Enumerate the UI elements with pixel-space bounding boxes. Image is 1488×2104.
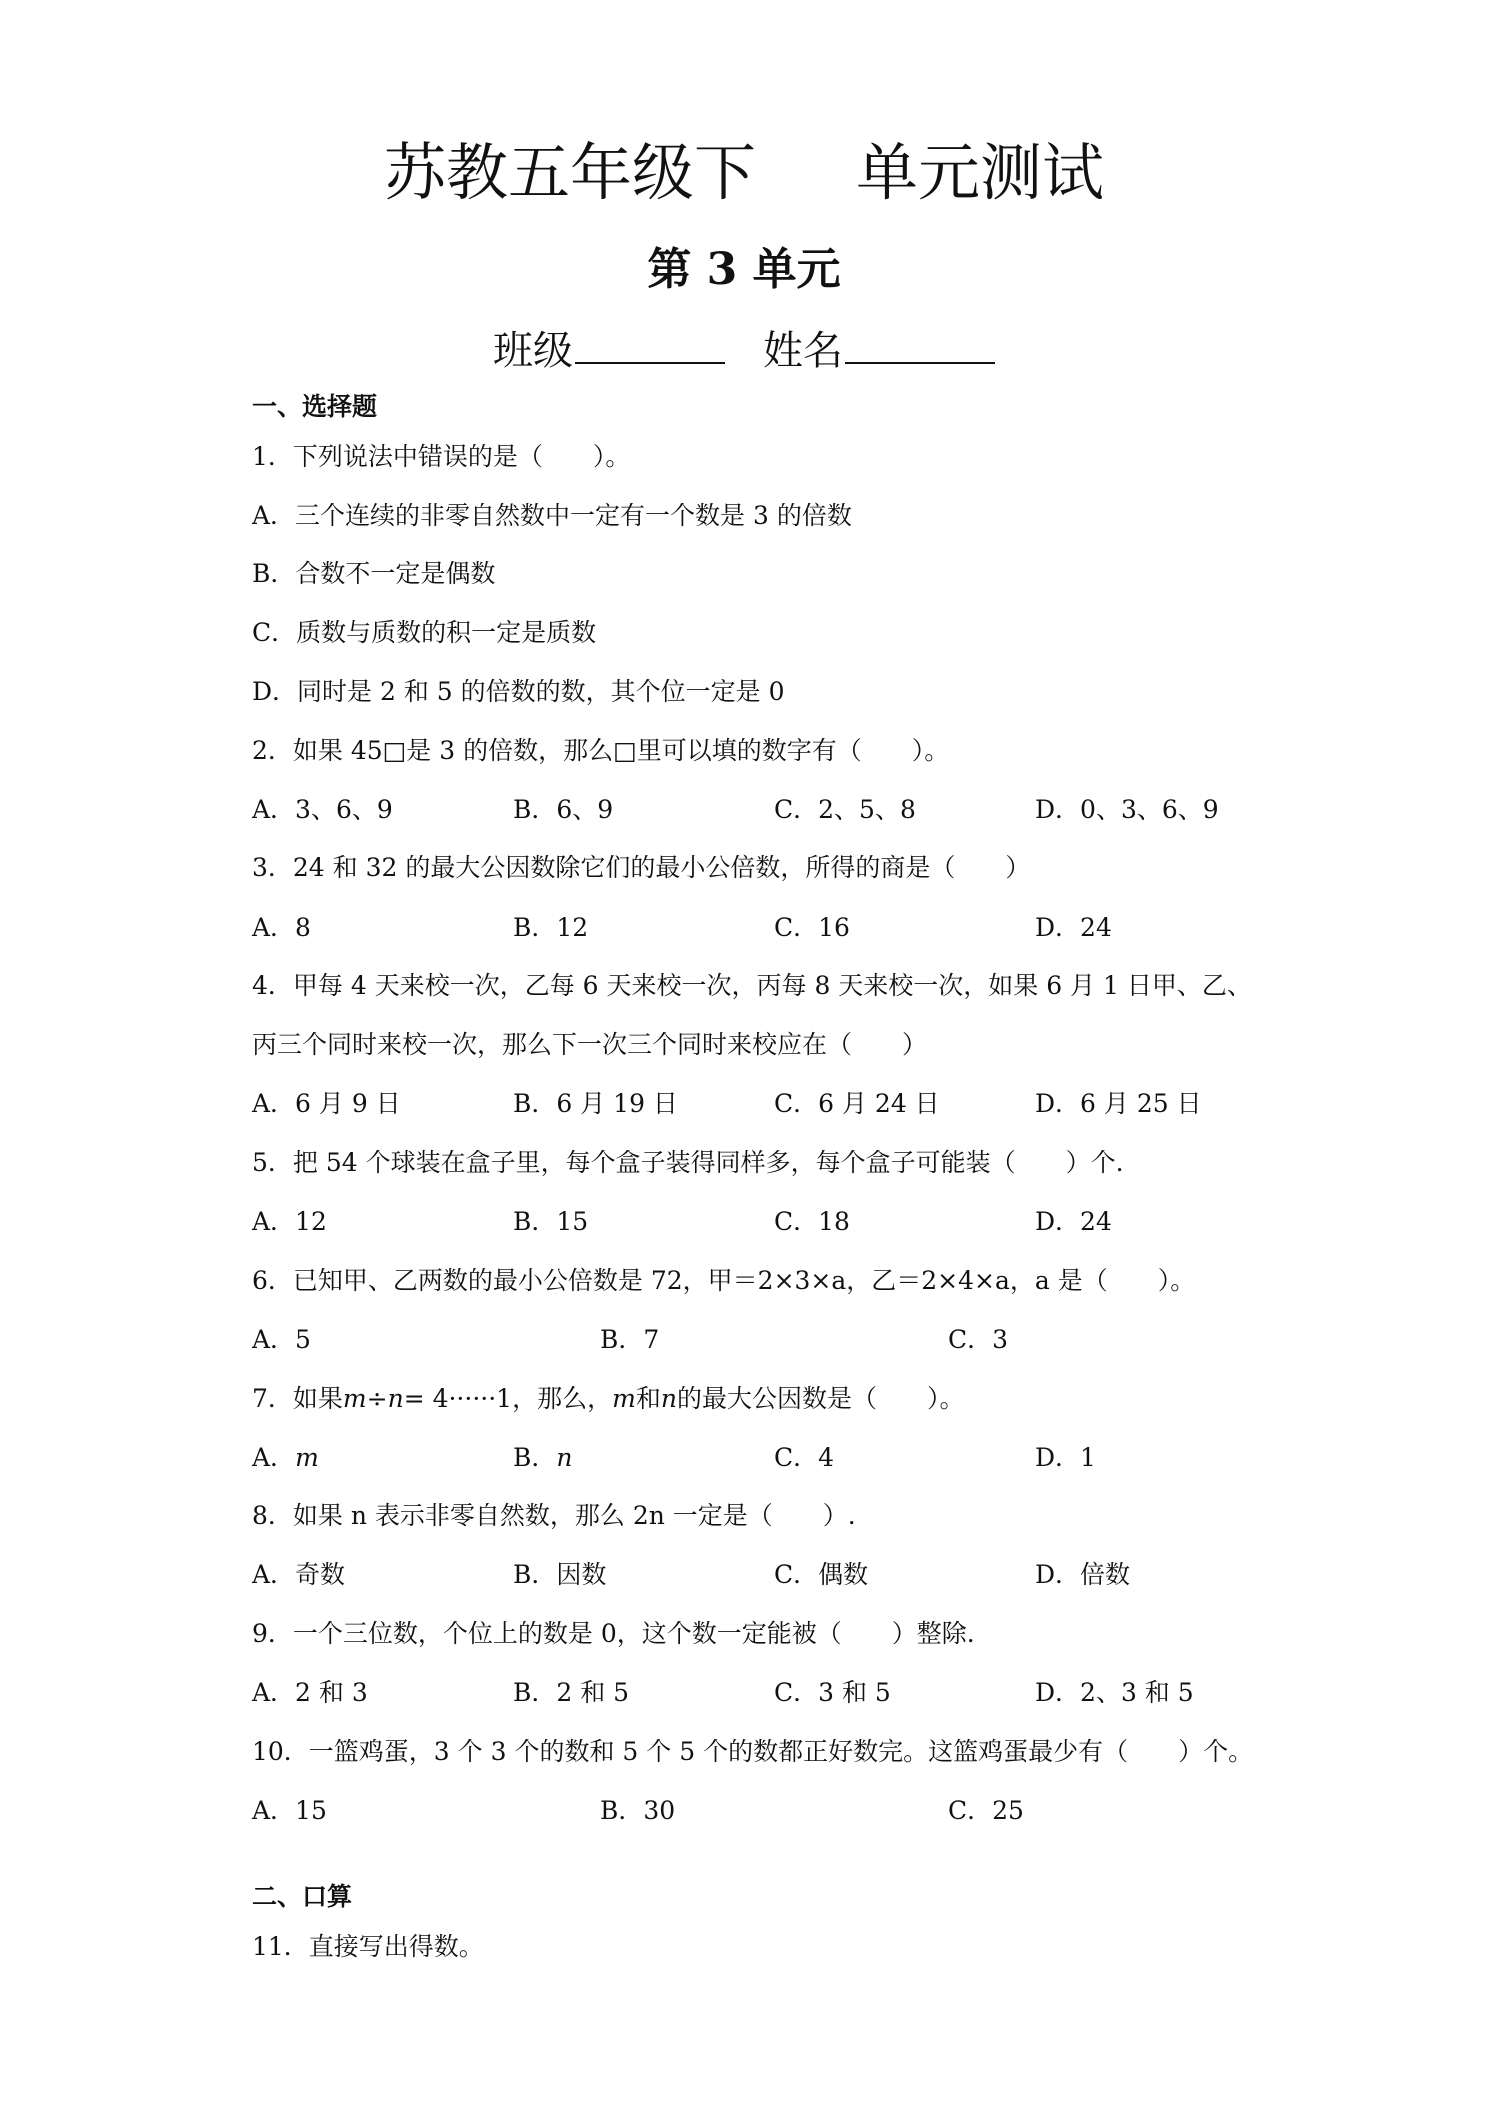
- section-heading-choice: 一、选择题: [252, 392, 378, 421]
- q1-option-d: D．同时是 2 和 5 的倍数的数，其个位一定是 0: [252, 677, 785, 706]
- q3-option-d: D．24: [1035, 913, 1112, 942]
- title-right: 单元测试: [856, 136, 1105, 209]
- q7-option-b: [513, 1441, 572, 1475]
- unit-subtitle: 第 3 单元: [647, 244, 841, 295]
- q7-text-d: 的最大公因数是（ ）。: [676, 1384, 965, 1413]
- q4-option-c: C．6 月 24 日: [774, 1089, 940, 1118]
- page-title: [0, 133, 1488, 213]
- title-left: 苏教五年级下: [383, 136, 756, 209]
- q10-option-a: A．15: [252, 1796, 327, 1825]
- q5-option-a: A．12: [252, 1207, 327, 1236]
- q8-option-d: D．倍数: [1035, 1560, 1131, 1589]
- q7-option-a-prefix: A．: [252, 1443, 296, 1472]
- q2-option-b: B．6、9: [513, 795, 614, 824]
- q6-option-b: B．7: [600, 1325, 660, 1354]
- question-3: 3．24 和 32 的最大公因数除它们的最小公倍数，所得的商是（ ）: [252, 853, 1031, 882]
- question-4-line-1: 4．甲每 4 天来校一次，乙每 6 天来校一次，丙每 8 天来校一次，如果 6 月 1 日甲、乙、: [252, 971, 1252, 1000]
- q4-option-d: D．6 月 25 日: [1035, 1089, 1202, 1118]
- question-4-line-2: 丙三个同时来校一次，那么下一次三个同时来校应在（ ）: [252, 1030, 928, 1059]
- question-7: [252, 1382, 964, 1416]
- q7-expr-div: ÷: [366, 1384, 388, 1413]
- q1-option-a: A．三个连续的非零自然数中一定有一个数是 3 的倍数: [252, 501, 852, 530]
- student-info-row: [0, 322, 1488, 379]
- q2-option-a: A．3、6、9: [252, 795, 393, 824]
- question-8: 8．如果 n 表示非零自然数，那么 2n 一定是（ ）.: [252, 1501, 856, 1530]
- q7-option-b-value: n: [556, 1443, 573, 1472]
- q7-text-b: ，那么，: [512, 1384, 613, 1413]
- q7-var-n: n: [660, 1384, 677, 1413]
- q2-option-c: C．2、5、8: [774, 795, 916, 824]
- q9-option-c: C．3 和 5: [774, 1678, 891, 1707]
- q10-option-c: C．25: [948, 1796, 1024, 1825]
- question-6: 6．已知甲、乙两数的最小公倍数是 72，甲＝2×3×a，乙＝2×4×a，a 是（ ）。: [252, 1266, 1196, 1295]
- q1-option-c: C．质数与质数的积一定是质数: [252, 618, 597, 647]
- question-1: 1．下列说法中错误的是（ ）。: [252, 442, 631, 471]
- q3-option-c: C．16: [774, 913, 850, 942]
- q7-var-m: m: [612, 1384, 636, 1413]
- q7-text-a: 7．如果: [252, 1384, 343, 1413]
- q8-option-b: B．因数: [513, 1560, 607, 1589]
- q7-text-c: 和: [635, 1384, 661, 1413]
- q4-option-b: B．6 月 19 日: [513, 1089, 678, 1118]
- q10-option-b: B．30: [600, 1796, 676, 1825]
- section-heading-mental-math: 二、口算: [252, 1882, 353, 1911]
- question-9: 9．一个三位数，个位上的数是 0，这个数一定能被（ ）整除.: [252, 1619, 975, 1648]
- q7-option-a: [252, 1441, 319, 1475]
- q7-option-c: C．4: [774, 1443, 835, 1472]
- question-5: 5．把 54 个球装在盒子里，每个盒子装得同样多，每个盒子可能装（ ）个.: [252, 1148, 1124, 1177]
- question-10: 10．一篮鸡蛋，3 个 3 个的数和 5 个 5 个的数都正好数完。这篮鸡蛋最少有（ ）个。: [252, 1737, 1254, 1766]
- q8-option-c: C．偶数: [774, 1560, 869, 1589]
- q6-option-c: C．3: [948, 1325, 1009, 1354]
- q7-expr-m: m: [342, 1384, 367, 1413]
- q7-option-d: D．1: [1035, 1443, 1096, 1472]
- q5-option-c: C．18: [774, 1207, 850, 1236]
- class-blank[interactable]: [575, 322, 725, 364]
- q9-option-b: B．2 和 5: [513, 1678, 630, 1707]
- q8-option-a: A．奇数: [252, 1560, 346, 1589]
- question-11: 11．直接写出得数。: [252, 1932, 484, 1961]
- q2-option-d: D．0、3、6、9: [1035, 795, 1219, 824]
- q3-option-b: B．12: [513, 913, 589, 942]
- q3-option-a: A．8: [252, 913, 311, 942]
- name-label: 姓名: [763, 328, 843, 374]
- name-blank[interactable]: [845, 322, 995, 364]
- q1-option-b: B．合数不一定是偶数: [252, 559, 496, 588]
- q7-option-b-prefix: B．: [513, 1443, 557, 1472]
- q7-expr-rest: = 4······1: [403, 1384, 513, 1413]
- question-2: 2．如果 45□是 3 的倍数，那么□里可以填的数字有（ ）。: [252, 736, 950, 765]
- class-label: 班级: [493, 328, 573, 374]
- q4-option-a: A．6 月 9 日: [252, 1089, 401, 1118]
- q9-option-d: D．2、3 和 5: [1035, 1678, 1194, 1707]
- q7-option-a-value: m: [295, 1443, 319, 1472]
- q7-expr-n: n: [387, 1384, 404, 1413]
- q5-option-d: D．24: [1035, 1207, 1112, 1236]
- q5-option-b: B．15: [513, 1207, 589, 1236]
- q9-option-a: A．2 和 3: [252, 1678, 368, 1707]
- q6-option-a: A．5: [252, 1325, 311, 1354]
